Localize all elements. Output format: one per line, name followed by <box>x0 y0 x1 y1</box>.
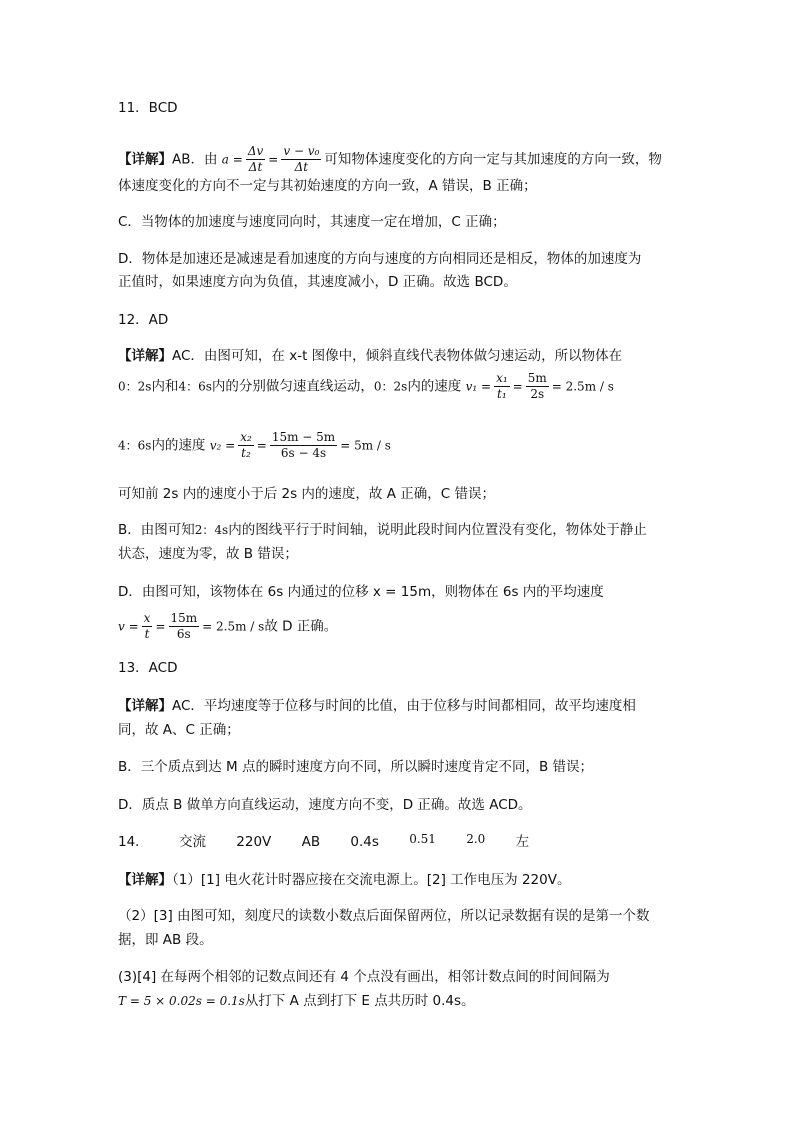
q14-answer-2: 220V <box>236 834 272 850</box>
q11-eq-a: a = <box>221 152 243 167</box>
q12-line-3: 4：6s内的速度 v₂ = $\frac{\text{x₂}}{\text{t₂}}$ = $\frac{15m - 5m}{6s - 4s}$ = 5m / s <box>118 430 391 460</box>
q11-l1-post: 可知物体速度变化的方向一定与其加速度的方向一致，物 <box>324 151 662 168</box>
q12-explain-label: 【详解】 <box>118 348 172 364</box>
q14-eq-t: T = 5 × 0.02s = 0.1s <box>118 994 245 1008</box>
q12-frac-v1b: $\frac{5m}{2s}$ <box>527 371 547 401</box>
q11-frac-1: $\frac{\Delta v}{\Delta t}$ <box>247 144 264 174</box>
q12-frac-va: $\frac{x}{t}$ <box>143 611 151 641</box>
q11-frac-2: $\frac{\text{v − v₀}}{\Delta t}$ <box>283 144 320 174</box>
q14-number: 14． <box>118 834 149 850</box>
q12-line-1 <box>118 347 622 365</box>
q14-answer-7: 左 <box>515 834 530 850</box>
q12-line-7: D．由图可知，该物体在 6s 内通过的位移 x = 15m，则物体在 6s 内的平均速度 <box>118 584 604 600</box>
q14-line-2: （2）[3] 由图可知，刻度尺的读数小数点后面保留两位，所以记录数据有误的是第一个数 <box>118 908 650 924</box>
q12-frac-v2b: $\frac{15m - 5m}{6s - 4s}$ <box>271 430 336 460</box>
q14-line-5: T = 5 × 0.02s = 0.1s从打下 A 点到打下 E 点共历时 0.4s。 <box>118 993 475 1009</box>
q12-frac-v2a: $\frac{\text{x₂}}{\text{t₂}}$ <box>240 430 252 460</box>
q12-eq-v1: v₁ = <box>465 379 492 394</box>
q14-answer-1: 交流 <box>178 834 206 850</box>
q12-frac-vb: $\frac{15m}{6s}$ <box>170 611 198 641</box>
q12-line-8: v = $\frac{x}{t}$ = $\frac{15m}{6s}$ = 2.5m / s故 D 正确。 <box>118 611 338 641</box>
q14-explain-label: 【详解】 <box>118 872 172 888</box>
q13-line-1: 【详解】AC．平均速度等于位移与时间的比值，由于位移与时间都相同，故平均速度相 <box>118 698 636 714</box>
q14-line-3: 据，即 AB 段。 <box>118 932 213 948</box>
q13-explain-label: 【详解】 <box>118 698 172 714</box>
q12-l1: AC．由图可知，在 x-t 图像中，倾斜直线代表物体做匀速运动，所以物体在 <box>172 348 623 364</box>
q14-answer-3: AB <box>301 834 321 850</box>
q11-l1-pre: AB．由 <box>172 151 218 168</box>
q11-answer: 11．BCD <box>118 100 178 116</box>
q11-line-5: 正值时，如果速度方向为负值，其速度减小，D 正确。故选 BCD。 <box>118 274 517 290</box>
q12-frac-v1a: $\frac{\text{x₁}}{\text{t₁}}$ <box>496 371 508 401</box>
q14-answer-6: 2.0 <box>466 832 486 846</box>
q11-line-4: D．物体是加速还是减速是看加速度的方向与速度的方向相同还是相反，物体的加速度为 <box>118 251 642 267</box>
q14-answer-5: 0.51 <box>409 832 436 846</box>
q12-eq-v2: v₂ = <box>209 438 236 453</box>
q12-answer: 12．AD <box>118 312 169 328</box>
q11-explain-label: 【详解】 <box>118 151 172 168</box>
q13-line-2: 同，故 A、C 正确； <box>118 722 240 738</box>
q14-answer-line <box>118 833 529 851</box>
q11-line-1: 【详解】AB．由 a = $\frac{\Delta v}{\Delta t}$ = $\frac{\text{v − v₀}}{\Delta t}$ 可知物体速度变化的方向一定与其加速度的方向一致，物 <box>118 144 662 174</box>
q14-line-1: 【详解】（1）[1] 电火花计时器应接在交流电源上。[2] 工作电压为 220V。 <box>118 872 571 888</box>
q11-line-2: 体速度变化的方向不一定与其初始速度的方向一致，A 错误，B 正确； <box>118 178 537 194</box>
q12-line-5: B．由图可知2：4s内的图线平行于时间轴，说明此段时间内位置没有变化，物体处于静止 <box>118 522 647 538</box>
q12-eq-v: v = <box>118 619 139 634</box>
q13-answer: 13．ACD <box>118 660 178 676</box>
q13-line-3: B．三个质点到达 M 点的瞬时速度方向不同，所以瞬时速度肯定不同，B 错误； <box>118 759 594 775</box>
q12-line-2: 0：2s内和4：6s内的分别做匀速直线运动，0：2s内的速度 v₁ = $\frac{\text{x₁}}{\text{t₁}}$ = $\frac{5m}{2s}$ = 2.5m / s <box>118 371 614 401</box>
q11-line-3: C．当物体的加速度与速度同向时，其速度一定在增加，C 正确； <box>118 214 506 230</box>
q12-line-4: 可知前 2s 内的速度小于后 2s 内的速度，故 A 正确，C 错误； <box>118 486 495 502</box>
q13-line-4: D．质点 B 做单方向直线运动，速度方向不变，D 正确。故选 ACD。 <box>118 797 532 813</box>
q14-line-4: (3)[4] 在每两个相邻的记数点间还有 4 个点没有画出，相邻计数点间的时间间隔为 <box>118 969 610 985</box>
q14-answer-4: 0.4s <box>350 834 379 850</box>
q12-line-6: 状态，速度为零，故 B 错误； <box>118 546 298 562</box>
